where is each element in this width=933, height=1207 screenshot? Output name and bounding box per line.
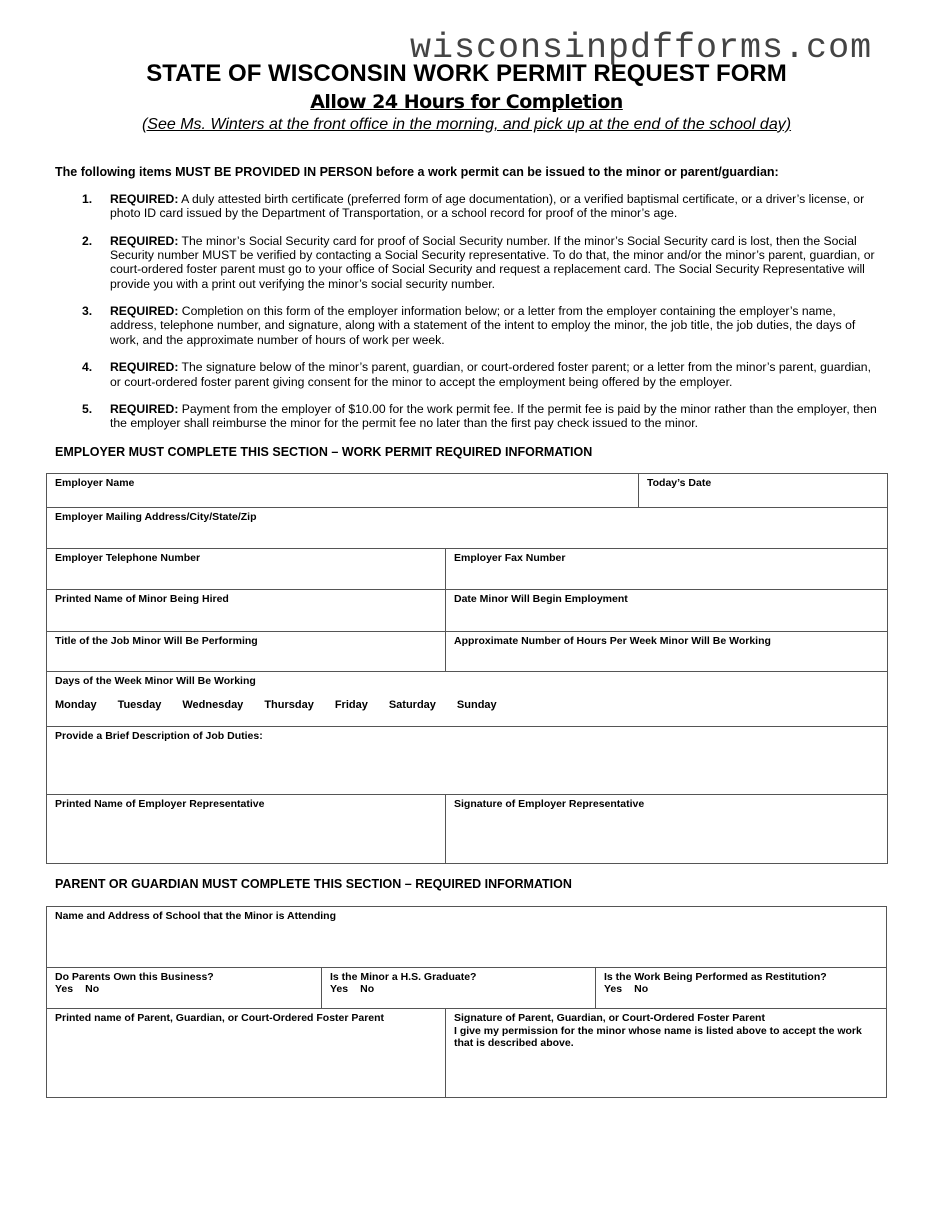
page-note: (See Ms. Winters at the front office in the morning, and pick up at the end of the school day): [141, 116, 792, 133]
telephone-label: Employer Telephone Number: [55, 552, 201, 564]
own-business-field: [47, 968, 322, 1009]
school-field[interactable]: [47, 907, 887, 968]
job-title-field[interactable]: [47, 632, 446, 672]
requirement-item: [80, 304, 880, 347]
parent-signature-label: Signature of Parent, Guardian, or Court-Ordered Foster Parent: [454, 1012, 765, 1024]
rep-signature-field[interactable]: [446, 795, 888, 864]
days-field: [47, 672, 888, 727]
todays-date-label: Today’s Date: [647, 477, 712, 489]
day-option-tuesday[interactable]: Tuesday: [117, 699, 162, 711]
requirement-item: [80, 192, 880, 220]
requirement-text: The signature below of the minor’s parent, guardian, or court-ordered foster parent; or a letter from the minor’s parent, guardian, or court-ordered foster parent giving consent for the minor to accept the employment being offered by the employer.: [110, 360, 871, 389]
own-business-label: Do Parents Own this Business?: [55, 971, 214, 983]
requirement-item: [80, 234, 880, 291]
day-option-thursday[interactable]: Thursday: [264, 699, 314, 711]
employer-name-field[interactable]: [47, 474, 639, 508]
begin-date-label: Date Minor Will Begin Employment: [454, 593, 628, 605]
hs-graduate-label: Is the Minor a H.S. Graduate?: [330, 971, 477, 983]
requirement-label: REQUIRED:: [110, 360, 179, 375]
school-label: Name and Address of School that the Minor is Attending: [55, 910, 336, 922]
hours-field[interactable]: [446, 632, 888, 672]
restitution-yes[interactable]: Yes: [604, 983, 623, 995]
requirement-text: Completion on this form of the employer information below; or a letter from the employer containing the employer’s name, address, telephone number, and signature, along with a statement of the intent to employ the minor, the job title, the job duties, the days of work, and the approximate number of hours of work per week.: [110, 304, 856, 347]
restitution-field: [596, 968, 887, 1009]
fax-label: Employer Fax Number: [454, 552, 566, 564]
watermark: wisconsinpdfforms.com: [410, 28, 873, 68]
employer-section-heading: EMPLOYER MUST COMPLETE THIS SECTION – WORK PERMIT REQUIRED INFORMATION: [55, 445, 593, 459]
permission-statement: I give my permission for the minor whose name is listed above to accept the work that is described above.: [454, 1024, 862, 1049]
requirement-text: Payment from the employer of $10.00 for the work permit fee. If the permit fee is paid by the minor rather than the employer, then the employer shall reimburse the minor for the permit fee no later than the first pay check issued to the minor.: [110, 402, 877, 431]
employer-name-label: Employer Name: [55, 477, 135, 489]
days-options: [55, 699, 879, 711]
requirement-label: REQUIRED:: [110, 233, 179, 248]
requirement-number: 3.: [82, 304, 93, 319]
minor-name-label: Printed Name of Minor Being Hired: [55, 593, 229, 605]
job-title-label: Title of the Job Minor Will Be Performing: [55, 635, 258, 647]
page-subtitle: Allow 24 Hours for Completion: [310, 91, 623, 113]
day-option-monday[interactable]: Monday: [55, 699, 97, 711]
requirement-item: [80, 360, 880, 388]
mailing-address-field[interactable]: [47, 508, 888, 549]
intro-text: The following items MUST BE PROVIDED IN PERSON before a work permit can be issued to the minor or parent/guardian:: [55, 165, 779, 179]
job-duties-field[interactable]: [47, 727, 888, 795]
restitution-label: Is the Work Being Performed as Restitution?: [604, 971, 827, 983]
requirement-number: 4.: [82, 360, 93, 375]
page-title: STATE OF WISCONSIN WORK PERMIT REQUEST FORM: [146, 60, 787, 87]
rep-signature-label: Signature of Employer Representative: [454, 798, 645, 810]
requirement-label: REQUIRED:: [110, 304, 179, 319]
job-duties-label: Provide a Brief Description of Job Duties:: [55, 730, 263, 742]
hs-graduate-field: [322, 968, 596, 1009]
begin-date-field[interactable]: [446, 590, 888, 632]
hs-graduate-no[interactable]: No: [360, 983, 375, 995]
requirement-number: 1.: [82, 192, 93, 206]
day-option-wednesday[interactable]: Wednesday: [182, 699, 244, 711]
parent-name-label: Printed name of Parent, Guardian, or Court-Ordered Foster Parent: [55, 1012, 385, 1024]
own-business-yes[interactable]: Yes: [55, 983, 74, 995]
day-option-sunday[interactable]: Sunday: [456, 699, 497, 711]
todays-date-field[interactable]: [639, 474, 888, 508]
rep-name-label: Printed Name of Employer Representative: [55, 798, 265, 810]
parent-name-field[interactable]: [47, 1009, 446, 1098]
requirement-text: A duly attested birth certificate (preferred form of age documentation), or a verified baptismal certificate, or a driver’s license, or photo ID card issued by the Department of Transportation, or a school record for proof of the minor’s age.: [110, 192, 865, 221]
hours-label: Approximate Number of Hours Per Week Minor Will Be Working: [454, 635, 771, 647]
fax-field[interactable]: [446, 549, 888, 590]
parent-form-table: [46, 906, 887, 1098]
requirement-label: REQUIRED:: [110, 192, 179, 206]
hs-graduate-yes[interactable]: Yes: [330, 983, 349, 995]
day-option-friday[interactable]: Friday: [334, 699, 368, 711]
employer-form-table: [46, 473, 888, 864]
mailing-address-label: Employer Mailing Address/City/State/Zip: [55, 511, 257, 523]
day-option-saturday[interactable]: Saturday: [388, 699, 436, 711]
requirement-label: REQUIRED:: [110, 402, 179, 417]
minor-name-field[interactable]: [47, 590, 446, 632]
requirement-text: The minor’s Social Security card for proof of Social Security number. If the minor’s Social Security card is lost, then the Social Security number MUST be verified by contacting a Social Security representative. To do that, the minor and/or the minor’s parent, guardian, or court-ordered foster parent must go to your office of Social Security and request a replacement card. The Social Security Representative will provide you with a print out verifying the minor’s social security number.: [110, 233, 875, 291]
requirement-number: 5.: [82, 402, 93, 417]
restitution-no[interactable]: No: [634, 983, 649, 995]
requirement-number: 2.: [82, 233, 93, 248]
parent-signature-field[interactable]: [446, 1009, 887, 1098]
parent-section-heading: PARENT OR GUARDIAN MUST COMPLETE THIS SECTION – REQUIRED INFORMATION: [55, 877, 572, 891]
days-label: Days of the Week Minor Will Be Working: [55, 675, 256, 687]
own-business-no[interactable]: No: [85, 983, 100, 995]
telephone-field[interactable]: [47, 549, 446, 590]
requirement-item: [80, 402, 880, 430]
rep-name-field[interactable]: [47, 795, 446, 864]
requirements-list: [80, 192, 880, 444]
